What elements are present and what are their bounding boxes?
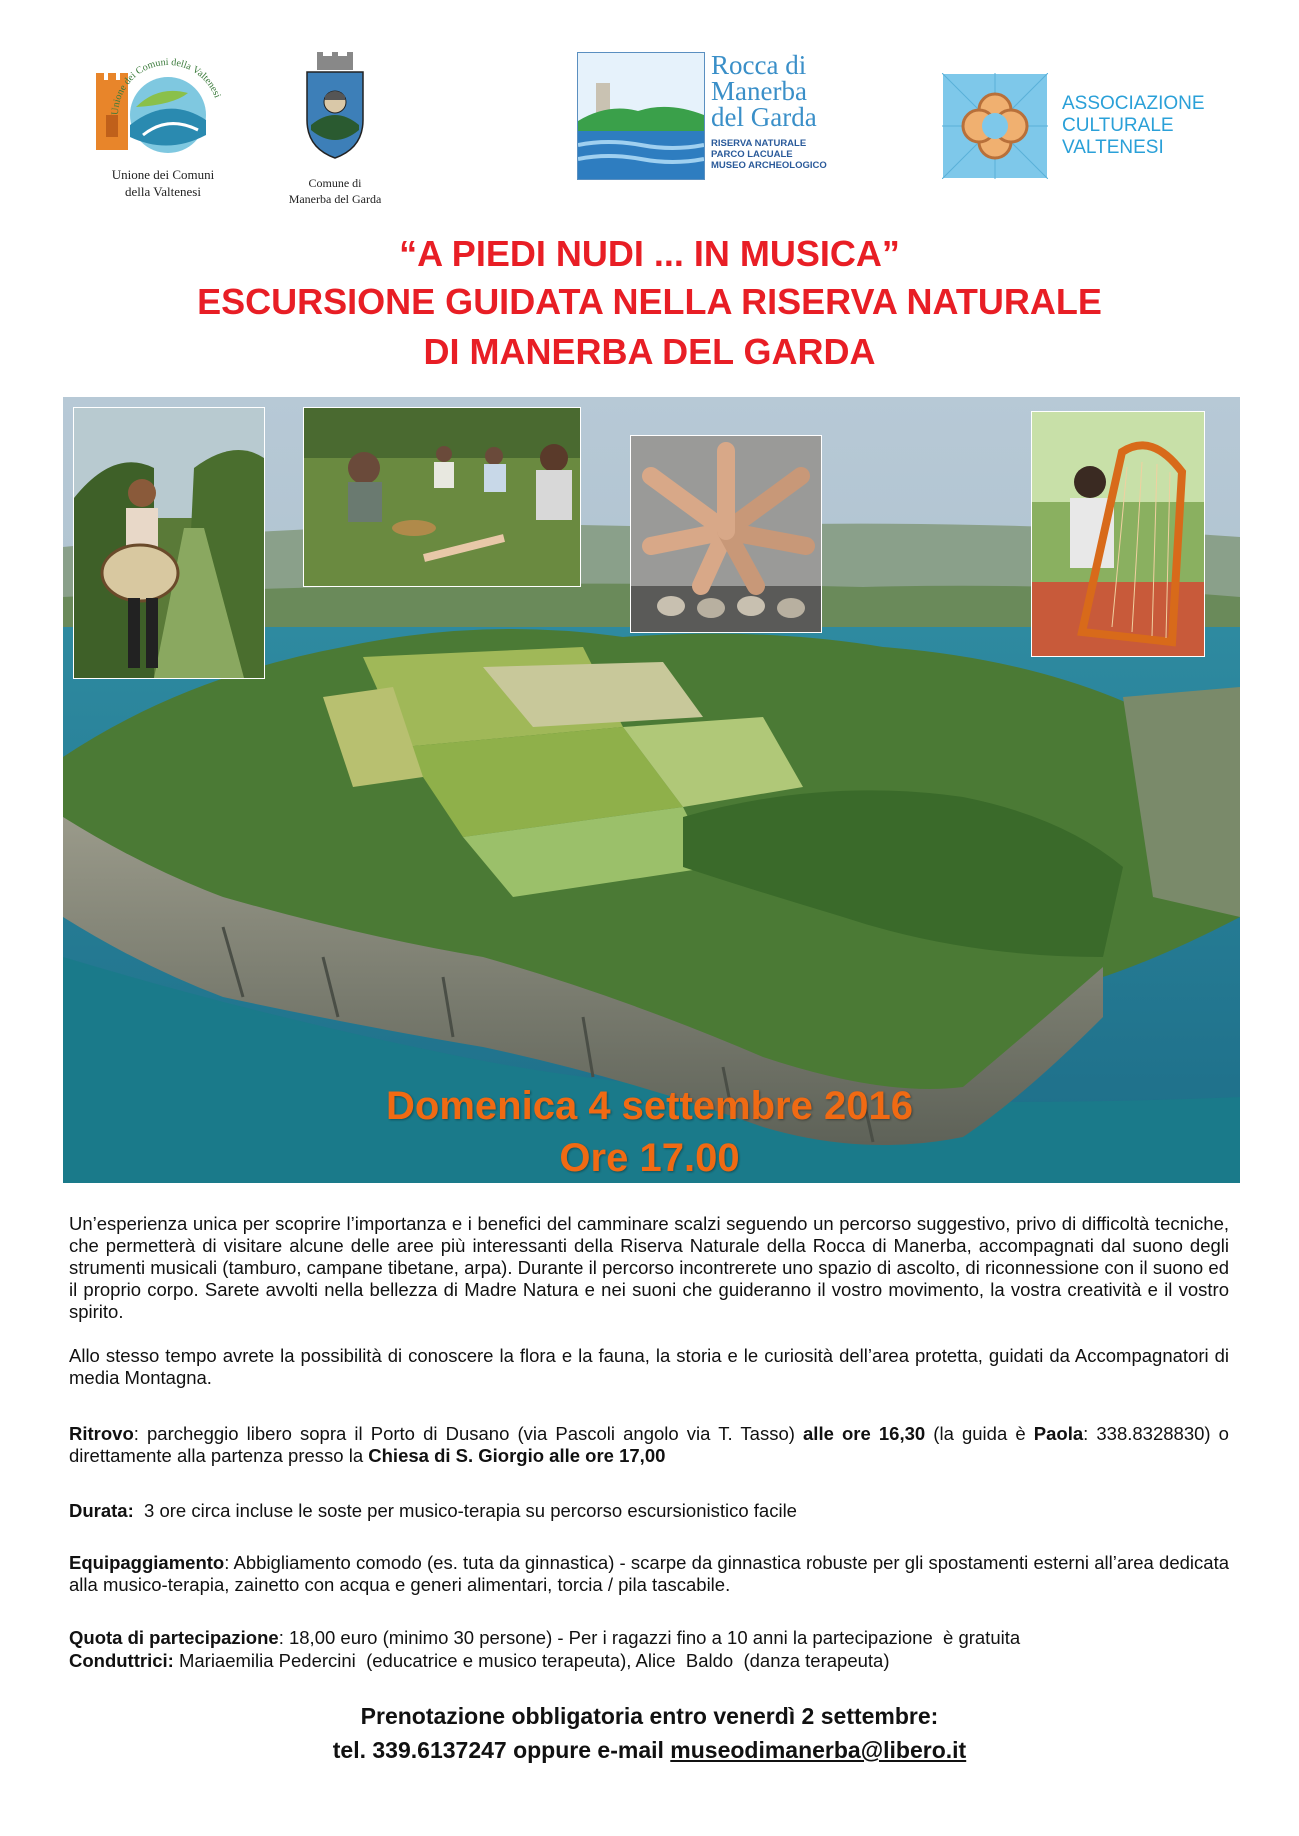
title-line3: DI MANERBA DEL GARDA: [423, 331, 876, 372]
quota-label: Quota di partecipazione: [69, 1627, 279, 1648]
coat-of-arms-icon: [275, 50, 395, 160]
unione-emblem-icon: [88, 45, 238, 155]
ritrovo-church: Chiesa di S. Giorgio alle ore 17,00: [368, 1445, 666, 1466]
rocca-title-line1: Rocca di: [711, 50, 807, 80]
unione-arc-text: Unione dei Comuni della Valtenesi: [109, 56, 223, 116]
ritrovo-label: Ritrovo: [69, 1423, 134, 1444]
durata-paragraph: [69, 1500, 1229, 1522]
associazione-line2: CULTURALE: [1062, 115, 1174, 136]
quota-paragraph: [69, 1627, 1229, 1649]
description-paragraph-1: Un’esperienza unica per scoprire l’importanza e i benefici del camminare scalzi seguendo un percorso suggestivo, privo di difficoltà tecniche, che permetterà di visitare alcune delle aree più interessanti della Riserva Naturale della Rocca di Manerba, accompagnati dal suono degli strumenti musicali (tamburo, campane tibetane, arpa). Durante il percorso incontrerete uno spazio di ascolto, di riconnessione con il suono ed il proprio corpo. Sarete avvolti nella bellezza di Madre Natura e nei suoni che guideranno il vostro movimento, la vostra creatività e il vostro spirito.: [69, 1213, 1229, 1322]
conduttrici-text: Mariaemilia Pedercini (educatrice e musico terapeuta), Alice Baldo (danza terapeuta): [173, 1650, 890, 1671]
inset-photo-harp: [1031, 411, 1205, 657]
booking-line2: [0, 1734, 1299, 1766]
booking-phone: tel. 339.6137247 oppure e-mail: [332, 1737, 671, 1763]
equipaggiamento-label: Equipaggiamento: [69, 1552, 225, 1573]
comune-caption-line1: Comune di: [308, 176, 362, 190]
inset-photo-drum: [73, 407, 265, 679]
logo-comune-manerba: [275, 50, 395, 206]
conduttrici-label: Conduttrici:: [69, 1650, 174, 1671]
description-paragraph-2: Allo stesso tempo avrete la possibilità di conoscere la flora e la fauna, la storia e le curiosità dell’area protetta, guidati da Accompagnatori di media Montagna.: [69, 1345, 1229, 1388]
ritrovo-text-1: : parcheggio libero sopra il Porto di Dusano (via Pascoli angolo via T. Tasso): [133, 1423, 804, 1444]
quota-text: : 18,00 euro (minimo 30 persone) - Per i ragazzi fino a 10 anni la partecipazione è gratuita: [278, 1627, 1021, 1648]
inset-photo-bare-feet: [630, 435, 822, 633]
associazione-line1: ASSOCIAZIONE: [1062, 93, 1205, 114]
booking-email-link[interactable]: museodimanerba@libero.it: [670, 1737, 967, 1763]
logo-unione-dei-comuni: [88, 45, 238, 205]
title-line1: “A PIEDI NUDI ... IN MUSICA”: [399, 233, 900, 274]
rocca-title-line3: del Garda: [711, 102, 817, 132]
logo-associazione-culturale: [942, 73, 1232, 183]
comune-caption-line2: Manerba del Garda: [288, 192, 382, 206]
associazione-line3: VALTENESI: [1062, 137, 1164, 158]
ritrovo-paragraph: [69, 1423, 1229, 1467]
inset-photo-group-meditation: [303, 407, 581, 587]
ritrovo-time-1: alle ore 16,30: [803, 1423, 926, 1444]
rocca-subtitle-line3: MUSEO ARCHEOLOGICO: [711, 160, 827, 171]
title-line2: ESCURSIONE GUIDATA NELLA RISERVA NATURALE: [197, 281, 1102, 322]
ritrovo-text-2: (la guida è: [925, 1423, 1034, 1444]
rocca-subtitle-line1: RISERVA NATURALE: [711, 138, 807, 149]
equipaggiamento-text: : Abbigliamento comodo (es. tuta da ginnastica) - scarpe da ginnastica robuste per gli spostamenti esterni all’area dedicata alla musico-terapia, zainetto con acqua e generi alimentari, torcia / pila tascabile.: [69, 1552, 1229, 1595]
associazione-emblem-icon: [942, 73, 1048, 179]
unione-caption-line1: Unione dei Comuni: [111, 167, 215, 182]
unione-caption-line2: della Valtenesi: [125, 184, 201, 199]
rocca-emblem-icon: [577, 52, 705, 180]
ritrovo-text-3: : 338.8328830) o direttamente alla partenza presso la: [69, 1423, 1229, 1466]
rocca-subtitle-line2: PARCO LACUALE: [711, 149, 793, 160]
event-date: Domenica 4 settembre 2016: [386, 1084, 913, 1128]
logo-rocca-di-manerba: [577, 52, 877, 182]
booking-line1: Prenotazione obbligatoria entro venerdì 2 settembre:: [360, 1703, 939, 1729]
durata-text: 3 ore circa incluse le soste per musico-terapia su percorso escursionistico facile: [133, 1500, 797, 1521]
rocca-title-line2: Manerba: [711, 76, 807, 106]
ritrovo-guide-name: Paola: [1033, 1423, 1084, 1444]
equipaggiamento-paragraph: [69, 1552, 1229, 1596]
event-time: Ore 17.00: [559, 1136, 740, 1180]
hero-aerial-photo: [63, 397, 1240, 1183]
conduttrici-paragraph: [69, 1650, 1229, 1672]
durata-label: Durata:: [69, 1500, 134, 1521]
